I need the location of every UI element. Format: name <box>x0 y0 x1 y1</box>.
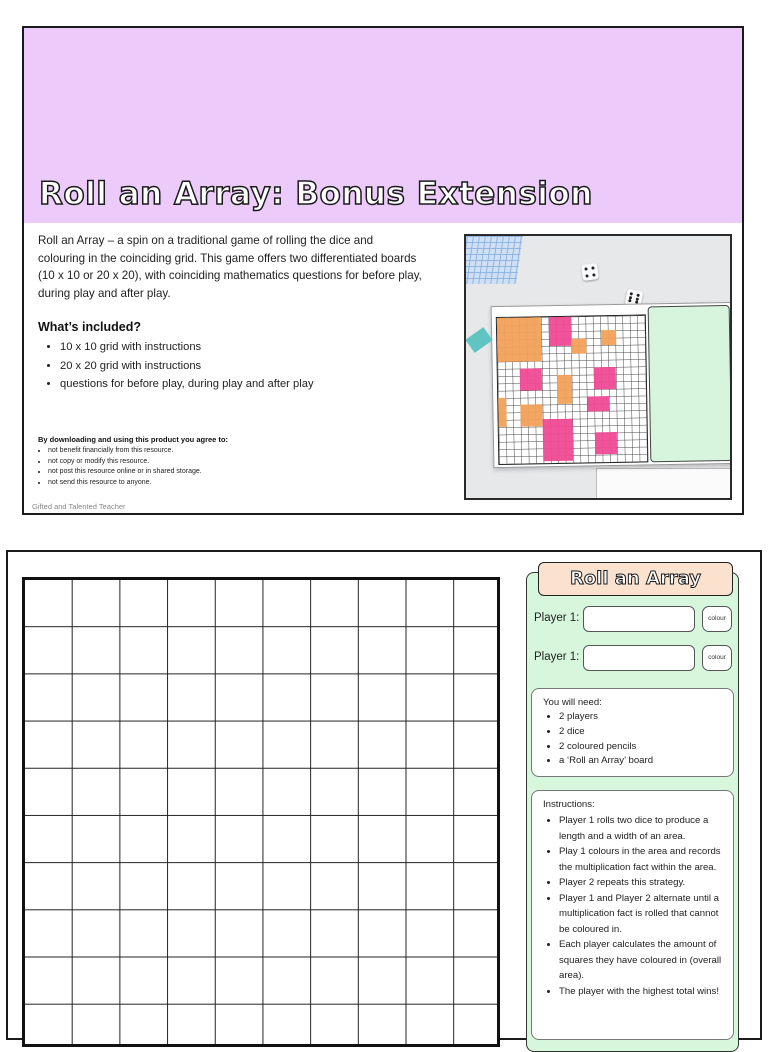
terms-item: • not post this resource online or in shared storage. <box>48 467 202 478</box>
instructions-list <box>532 813 727 999</box>
included-list <box>38 338 314 394</box>
player1-colour-swatch[interactable]: colour <box>702 606 732 632</box>
board-thumbnail <box>491 302 732 468</box>
instructions-heading: Instructions: <box>543 799 595 810</box>
product-preview-image <box>464 234 732 500</box>
player2-colour-swatch[interactable]: colour <box>702 645 732 671</box>
board-title-box <box>538 562 733 596</box>
thumbnail-grid <box>496 314 649 465</box>
terms-item: • not copy or modify this resource. <box>48 457 202 468</box>
product-intro: Roll an Array – a spin on a traditional game of rolling the dice and colouring in the coinciding grid. This game offers two differentiated boards (10 x 10 or 20 x 20), with coinciding mathematics questions for before play, during play and after play. <box>38 234 422 300</box>
instructions-box <box>531 790 734 1040</box>
instruction-item: • Player 1 rolls two dice to produce a length and a width of an area. <box>559 813 727 844</box>
materials-box <box>531 688 734 777</box>
included-heading: What’s included? <box>38 320 142 334</box>
product-card <box>22 26 744 515</box>
title-banner <box>24 28 742 223</box>
materials-heading: You will need: <box>543 697 602 708</box>
included-item: • 10 x 10 grid with instructions <box>60 338 314 357</box>
board-title: Roll an Array <box>569 568 702 589</box>
player2-name-field[interactable] <box>583 645 695 671</box>
product-title: Roll an Array: Bonus Extension <box>39 176 593 212</box>
array-grid-10x10[interactable] <box>22 577 500 1047</box>
instruction-item: • Player 2 repeats this strategy. <box>559 875 727 891</box>
terms-item: • not benefit financially from this resource. <box>48 446 202 457</box>
materials-list <box>532 710 653 769</box>
unifix-cube-image <box>464 234 524 284</box>
instruction-item: • The player with the highest total wins! <box>559 984 727 1000</box>
materials-item: • 2 players <box>559 710 653 725</box>
materials-item: • 2 coloured pencils <box>559 740 653 755</box>
paper-clip-image <box>465 327 492 353</box>
game-board-page <box>6 550 762 1040</box>
player1-label: Player 1: <box>534 612 580 624</box>
included-item: • 20 x 20 grid with instructions <box>60 357 314 376</box>
player1-name-field[interactable] <box>583 606 695 632</box>
thumbnail-instructions-panel <box>648 305 732 462</box>
terms-item: • not send this resource to anyone. <box>48 478 202 489</box>
included-item: • questions for before play, during play and after play <box>60 375 314 394</box>
player2-label: Player 1: <box>534 651 580 663</box>
instruction-item: • Player 1 and Player 2 alternate until a multiplication fact is rolled that cannot be coloured in. <box>559 891 727 938</box>
author-credit: Gifted and Talented Teacher <box>32 502 126 511</box>
materials-item: • 2 dice <box>559 725 653 740</box>
die-image <box>581 263 599 281</box>
instruction-item: • Play 1 colours in the area and records the multiplication fact within the area. <box>559 844 727 875</box>
instruction-item: • Each player calculates the amount of squares they have coloured in (overall area). <box>559 937 727 984</box>
terms-list <box>38 446 202 488</box>
question-sheet-image <box>596 468 732 500</box>
materials-item: • a ‘Roll an Array’ board <box>559 754 653 769</box>
terms-heading: By downloading and using this product you agree to: <box>38 435 229 444</box>
